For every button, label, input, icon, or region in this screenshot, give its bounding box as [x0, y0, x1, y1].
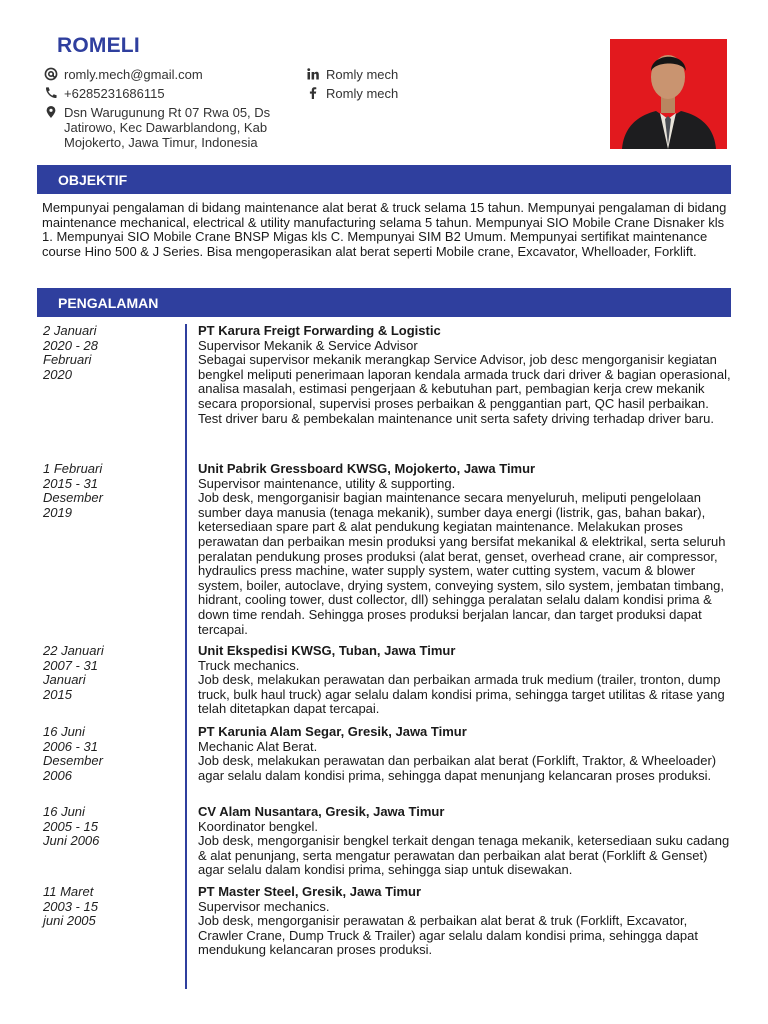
job-date: 2 Januari 2020 - 28 Februari 2020 [43, 323, 98, 382]
job-role: Supervisor mechanics. [198, 898, 330, 914]
email-text: romly.mech@gmail.com [64, 67, 203, 82]
facebook-icon [306, 86, 320, 100]
facebook-text[interactable]: Romly mech [326, 86, 399, 101]
job-company: CV Alam Nusantara, Gresik, Jawa Timur [198, 804, 445, 819]
at-sign-icon [44, 67, 58, 81]
job-body [198, 644, 734, 717]
job-date: 11 Maret 2003 - 15 juni 2005 [43, 884, 98, 929]
job-role: Truck mechanics. [198, 657, 300, 673]
objective-header [37, 165, 731, 194]
job-body [198, 324, 734, 426]
job-description: Job desk, melakukan perawatan dan perbaikan armada truk medium (trailer, tronton, dump truck, bulk haul truck) agar selalu dalam kondisi prima, sehingga target utilitas & ritase yang telah ditetapkan dapat tercapai. [198, 672, 725, 717]
email-row [44, 67, 294, 83]
job-body [198, 885, 734, 958]
job-company: PT Master Steel, Gresik, Jawa Timur [198, 884, 422, 899]
job-company: Unit Pabrik Gressboard KWSG, Mojokerto, Jawa Timur [198, 461, 536, 476]
experience-title: PENGALAMAN [58, 295, 159, 311]
timeline-line [185, 324, 187, 989]
job-role: Supervisor maintenance, utility & supporting. [198, 475, 456, 491]
job-body [198, 805, 734, 878]
job-date: 16 Juni 2006 - 31 Desember 2006 [43, 724, 103, 783]
job-date: 16 Juni 2005 - 15 Juni 2006 [43, 804, 100, 849]
facebook-row [306, 86, 506, 102]
linkedin-row [306, 67, 506, 83]
experience-header [37, 288, 731, 317]
address-text: Dsn Warugunung Rt 07 Rwa 05, Ds Jatirowo, Kec Dawarblandong, Kab Mojokerto, Jawa Timur, Indonesia [64, 105, 271, 150]
objective-title: OBJEKTIF [58, 172, 128, 188]
job-description: Job desk, mengorganisir perawatan & perbaikan alat berat & truk (Forklift, Excavator, Crawler Crane, Dump Truck & Trailer) agar selalu dalam kondisi prima, sehingga dapat mendukung kelancaran proses produksi. [198, 913, 698, 958]
job-description: Job desk, mengorganisir bagian maintenance secara menyeluruh, meliputi pengelolaan sumber daya manusia (tenaga mekanik), sumber daya energi (listrik, gas, bahan bakar), ketersediaan spare part & alat pendukung kegiatan maintenance. Melakukan proses perawatan dan perbaikan mesin produksi yang bersifat mekanikal & elektrikal, serta seluruh peralatan pendukung proses produksi (alat berat, genset, overhead crane, air compressor, hydraulics press machine, water supply system, water cutting system, vacum & blower system, boiler, autoclave, drying system, conveying system, silo system, jembatan timbang, hidrant, cooling tower, dust collector, dll) sehingga peralatan selalu dalam kondisi prima & down time rendah. Sehingga proses produksi berjalan lancar, dan target produksi dapat tercapai. [198, 490, 726, 637]
job-company: PT Karunia Alam Segar, Gresik, Jawa Timur [198, 724, 467, 739]
address-row [44, 105, 304, 153]
phone-icon [44, 86, 58, 100]
job-role: Mechanic Alat Berat. [198, 738, 318, 754]
job-date: 22 Januari 2007 - 31 Januari 2015 [43, 643, 104, 702]
job-body [198, 462, 734, 637]
job-company: PT Karura Freigt Forwarding & Logistic [198, 323, 441, 338]
job-description: Sebagai supervisor mekanik merangkap Service Advisor, job desc mengorganisir kegiatan bengkel meliputi penerimaan laporan kendala armada truck dari driver & bagian operasional, analisa masalah, estimasi pengerjaan & kebutuhan part, pembagian kerja crew mekanik secara proporsional, supervisi proses perbaikan & penggantian part, QC hasil perbaikan. Test driver baru & pembekalan maintenance unit serta safety driving terhadap driver baru. [198, 352, 731, 426]
candidate-name: ROMELI [57, 34, 140, 57]
job-date: 1 Februari 2015 - 31 Desember 2019 [43, 461, 103, 520]
job-description: Job desk, mengorganisir bengkel terkait dengan tenaga mekanik, ketersediaan suku cadang & alat penunjang, serta mengatur perawatan dan perbaikan alat berat (Forklift & Genset) agar selalu dalam kondisi prima, sehingga siap untuk disewakan. [198, 833, 730, 878]
job-description: Job desk, melakukan perawatan dan perbaikan alat berat (Forklift, Traktor, & Wheeloader) agar selalu dalam kondisi prima, sehingga dapat menunjang kelancaran proses produksi. [198, 753, 717, 783]
job-company: Unit Ekspedisi KWSG, Tuban, Jawa Timur [198, 643, 456, 658]
phone-text: +6285231686115 [64, 86, 165, 101]
map-pin-icon [44, 105, 58, 119]
job-body [198, 725, 734, 783]
job-role: Koordinator bengkel. [198, 818, 318, 834]
linkedin-text[interactable]: Romly mech [326, 67, 399, 82]
profile-photo [610, 39, 727, 149]
objective-text: Mempunyai pengalaman di bidang maintenance alat berat & truck selama 15 tahun. Mempunyai pengalaman di bidang maintenance mechanical, electrical & utility manufacturing selama 5 tahun. Mempunyai SIO Mobile Crane Disnaker kls 1. Mempunyai SIO Mobile Crane BNSP Migas kls C. Mempunyai SIM B2 Umum. Mempunyai sertifikat maintenance course Hino 500 & J Series. Bisa mengoperasikan alat berat seperti Mobile crane, Excavator, Whelloader, Forklift. [42, 200, 727, 259]
linkedin-icon [306, 67, 320, 81]
job-role: Supervisor Mekanik & Service Advisor [198, 337, 418, 353]
phone-row [44, 86, 294, 102]
